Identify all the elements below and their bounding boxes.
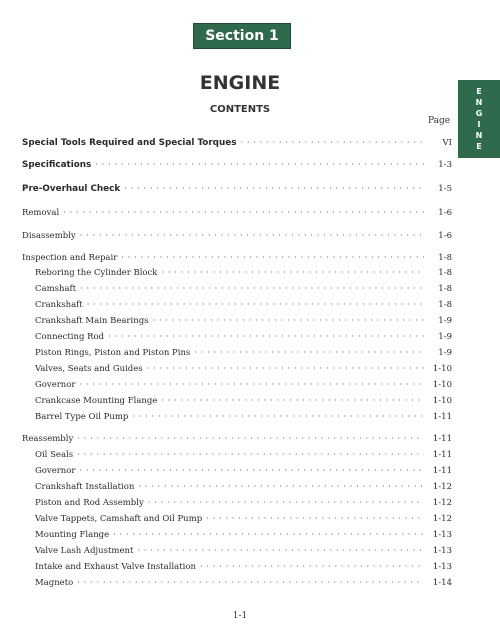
toc-entry-page: 1-11: [432, 450, 452, 460]
toc-entry[interactable]: [22, 231, 452, 245]
toc-entry-label: Piston and Rod Assembly: [35, 498, 144, 508]
toc-entry-label: Valves, Seats and Guides: [35, 364, 143, 374]
toc-entry-label: Removal: [22, 208, 60, 218]
toc-entry-page: 1-9: [438, 348, 452, 358]
dot-leader: [77, 450, 424, 460]
side-tab-letter: E: [476, 87, 482, 96]
toc-entry-label: Valve Lash Adjustment: [35, 546, 134, 556]
toc-entry[interactable]: [22, 208, 452, 222]
toc-entry-label: Oil Seals: [35, 450, 74, 460]
dot-leader: [79, 380, 424, 390]
page-column-header: Page: [428, 116, 451, 126]
toc-entry-label: Crankshaft: [35, 300, 83, 310]
toc-entry-label: Specifications: [22, 160, 92, 170]
toc-entry[interactable]: [22, 184, 452, 198]
toc-entry-page: VI: [442, 138, 452, 148]
dot-leader: [108, 332, 424, 342]
toc-entry-label: Inspection and Repair: [22, 253, 118, 263]
toc-entry-label: Crankshaft Main Bearings: [35, 316, 149, 326]
toc-entry-page: 1-8: [438, 284, 452, 294]
toc-entry-label: Crankcase Mounting Flange: [35, 396, 158, 406]
toc-entry[interactable]: [35, 562, 452, 576]
toc-entry[interactable]: [35, 530, 452, 544]
toc-entry-label: Piston Rings, Piston and Piston Pins: [35, 348, 191, 358]
toc-entry-label: Pre-Overhaul Check: [22, 184, 121, 194]
toc-entry-label: Disassembly: [22, 231, 76, 241]
toc-entry-page: 1-13: [432, 562, 452, 572]
side-tab-letter: N: [475, 131, 483, 140]
toc-entry-page: 1-13: [432, 530, 452, 540]
side-tab-letter: E: [476, 142, 482, 151]
toc-entry-page: 1-8: [438, 253, 452, 263]
page-number: 1-1: [232, 611, 248, 621]
toc-entry-label: Governor: [35, 380, 76, 390]
toc-entry-page: 1-11: [432, 466, 452, 476]
dot-leader: [77, 578, 424, 588]
section-label: Section 1: [193, 23, 291, 49]
toc-entry[interactable]: [35, 482, 452, 496]
dot-leader: [113, 530, 424, 540]
toc-entry[interactable]: [35, 332, 452, 346]
toc-entry-label: Connecting Rod: [35, 332, 105, 342]
toc-entry-label: Valve Tappets, Camshaft and Oil Pump: [35, 514, 203, 524]
toc-entry-page: 1-8: [438, 268, 452, 278]
toc-entry-label: Reboring the Cylinder Block: [35, 268, 158, 278]
toc-entry-page: 1-10: [432, 396, 452, 406]
toc-entry-page: 1-11: [432, 434, 452, 444]
dot-leader: [137, 546, 424, 556]
dot-leader: [63, 208, 424, 218]
toc-entry-label: Mounting Flange: [35, 530, 110, 540]
toc-entry-page: 1-10: [432, 380, 452, 390]
toc-entry-page: 1-3: [438, 160, 452, 170]
dot-leader: [161, 268, 424, 278]
toc-entry-page: 1-14: [432, 578, 452, 588]
toc-entry[interactable]: [35, 300, 452, 314]
toc-entry[interactable]: [22, 253, 452, 267]
toc-entry-label: Crankshaft Installation: [35, 482, 135, 492]
toc-entry-page: 1-12: [432, 514, 452, 524]
toc-entry[interactable]: [22, 434, 452, 448]
dot-leader: [138, 482, 424, 492]
dot-leader: [79, 466, 424, 476]
toc-entry[interactable]: [35, 364, 452, 378]
side-tab-letter: I: [477, 120, 481, 129]
toc-entry-page: 1-5: [438, 184, 452, 194]
dot-leader: [132, 412, 424, 422]
toc-entry-page: 1-6: [438, 208, 452, 218]
toc-entry-page: 1-13: [432, 546, 452, 556]
dot-leader: [95, 160, 424, 170]
toc-entry-page: 1-8: [438, 300, 452, 310]
toc-entry[interactable]: [35, 396, 452, 410]
toc-entry[interactable]: [35, 578, 452, 592]
toc-entry-page: 1-9: [438, 316, 452, 326]
toc-entry[interactable]: [35, 514, 452, 528]
toc-entry[interactable]: [35, 450, 452, 464]
dot-leader: [124, 184, 424, 194]
dot-leader: [80, 231, 424, 241]
toc-entry-page: 1-11: [432, 412, 452, 422]
dot-leader: [206, 514, 424, 524]
dot-leader: [77, 434, 424, 444]
toc-entry[interactable]: [35, 546, 452, 560]
page-title: ENGINE: [199, 72, 281, 94]
side-tab-letter: G: [475, 109, 483, 118]
toc-entry[interactable]: [35, 268, 452, 282]
dot-leader: [200, 562, 424, 572]
toc-entry-label: Barrel Type Oil Pump: [35, 412, 129, 422]
dot-leader: [80, 284, 424, 294]
toc-entry-page: 1-10: [432, 364, 452, 374]
dot-leader: [121, 253, 424, 263]
dot-leader: [147, 364, 424, 374]
toc-entry-label: Reassembly: [22, 434, 74, 444]
toc-entry[interactable]: [35, 412, 452, 426]
toc-entry-label: Special Tools Required and Special Torques: [22, 138, 237, 148]
toc-entry[interactable]: [35, 348, 452, 362]
contents-heading: CONTENTS: [209, 104, 271, 115]
toc-entry-label: Magneto: [35, 578, 74, 588]
toc-entry[interactable]: [22, 160, 452, 174]
toc-entry[interactable]: [35, 380, 452, 394]
dot-leader: [240, 138, 424, 148]
dot-leader: [194, 348, 424, 358]
dot-leader: [153, 316, 425, 326]
toc-entry[interactable]: [35, 498, 452, 512]
dot-leader: [161, 396, 424, 406]
toc-entry-page: 1-9: [438, 332, 452, 342]
dot-leader: [148, 498, 424, 508]
toc-entry-label: Governor: [35, 466, 76, 476]
toc-entry[interactable]: [35, 316, 452, 330]
side-tab-letter: N: [475, 98, 483, 107]
toc-entry[interactable]: [35, 284, 452, 298]
toc-entry-page: 1-12: [432, 482, 452, 492]
toc-entry-label: Camshaft: [35, 284, 77, 294]
toc-entry[interactable]: [35, 466, 452, 480]
toc-entry-page: 1-6: [438, 231, 452, 241]
toc-entry[interactable]: [22, 138, 452, 152]
dot-leader: [87, 300, 424, 310]
toc-entry-label: Intake and Exhaust Valve Installation: [35, 562, 196, 572]
toc-entry-page: 1-12: [432, 498, 452, 508]
